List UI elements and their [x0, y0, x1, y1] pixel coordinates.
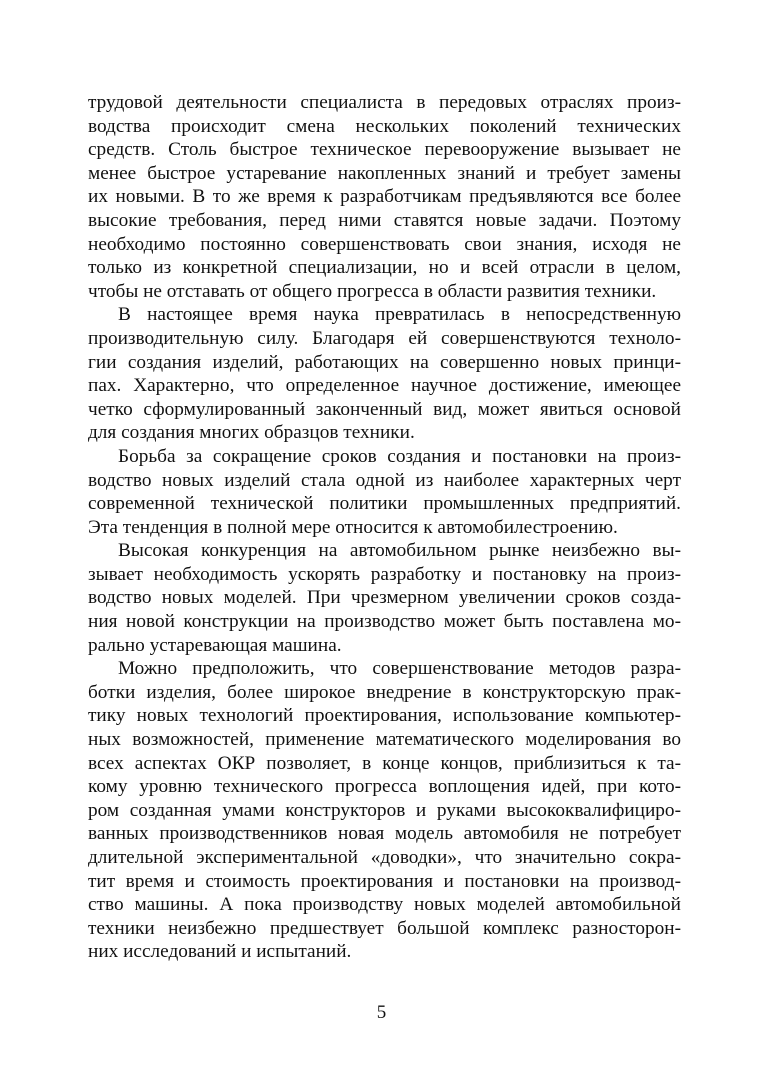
text-line: Борьба за сокращение сроков создания и постановки на произ- — [118, 445, 681, 467]
paragraph — [88, 539, 681, 657]
text-line: пах. Характерно, что определенное научное достижение, имеющее — [88, 375, 681, 397]
text-line: техники неизбежно предшествует большой комплекс разносторон- — [88, 917, 681, 939]
text-line: необходимо постоянно совершенствовать свои знания, исходя не — [88, 233, 681, 255]
text-line: всех аспектах ОКР позволяет, в конце концов, приблизиться к та- — [88, 752, 681, 774]
text-line: рально устаревающая машина. — [88, 634, 342, 656]
text-line: ванных производственников новая модель автомобиля не потребует — [88, 823, 681, 845]
text-line: трудовой деятельности специалиста в передовых отраслях произ- — [88, 92, 681, 113]
paragraph — [88, 303, 681, 445]
text-line: для создания многих образцов техники. — [88, 422, 415, 444]
text-line: кому уровню технического прогресса воплощения идей, при кото- — [88, 776, 681, 798]
text-line: ром созданная умами конструкторов и руками высококвалифициро- — [88, 799, 681, 821]
text-line: тику новых технологий проектирования, использование компьютер- — [88, 705, 681, 727]
text-line: современной технической политики промышленных предприятий. — [88, 493, 681, 515]
text-line: гии создания изделий, работающих на совершенно новых принци- — [88, 351, 681, 373]
page-body-text — [88, 91, 681, 964]
text-line: только из конкретной специализации, но и всей отрасли в целом, — [88, 257, 681, 279]
text-line: менее быстрое устаревание накопленных знаний и требует замены — [88, 162, 681, 184]
paragraph — [88, 657, 681, 964]
page-number: 5 — [376, 1002, 387, 1023]
paragraph — [88, 445, 681, 539]
text-line: тит время и стоимость проектирования и постановки на производ- — [88, 870, 681, 892]
text-line: длительной экспериментальной «доводки», что значительно сокра- — [88, 847, 681, 868]
text-line: ство машины. А пока производству новых моделей автомобильной — [88, 894, 681, 916]
text-line: высокие требования, перед ними ставятся новые задачи. Поэтому — [88, 209, 681, 231]
text-line: чтобы не отставать от общего прогресса в области развития техники. — [88, 280, 657, 302]
text-line: производительную силу. Благодаря ей совершенствуются техноло- — [88, 327, 681, 349]
text-line: Можно предположить, что совершенствование методов разра- — [118, 658, 681, 680]
text-line: их новыми. В то же время к разработчикам предъявляются все более — [88, 186, 681, 208]
text-line: ных возможностей, применение математического моделирования во — [88, 729, 681, 751]
text-line: ния новой конструкции на производство может быть поставлена мо- — [88, 611, 681, 633]
text-line: зывает необходимость ускорять разработку и постановку на произ- — [88, 563, 681, 585]
text-line: четко сформулированный законченный вид, может явиться основой — [88, 398, 681, 420]
text-line: Эта тенденция в полной мере относится к автомобилестроению. — [88, 516, 618, 538]
text-line: них исследований и испытаний. — [88, 941, 352, 963]
text-line: ботки изделия, более широкое внедрение в конструкторскую прак- — [88, 681, 681, 703]
text-line: Высокая конкуренция на автомобильном рынке неизбежно вы- — [118, 540, 681, 562]
paragraph — [88, 91, 681, 303]
text-line: В настоящее время наука превратилась в непосредственную — [118, 304, 681, 326]
text-line: средств. Столь быстрое техническое перевооружение вызывает не — [88, 139, 681, 161]
text-line: водства происходит смена нескольких поколений технических — [88, 115, 681, 137]
text-line: водство новых моделей. При чрезмерном увеличении сроков созда- — [88, 587, 681, 609]
text-line: водство новых изделий стала одной из наиболее характерных черт — [88, 469, 681, 491]
